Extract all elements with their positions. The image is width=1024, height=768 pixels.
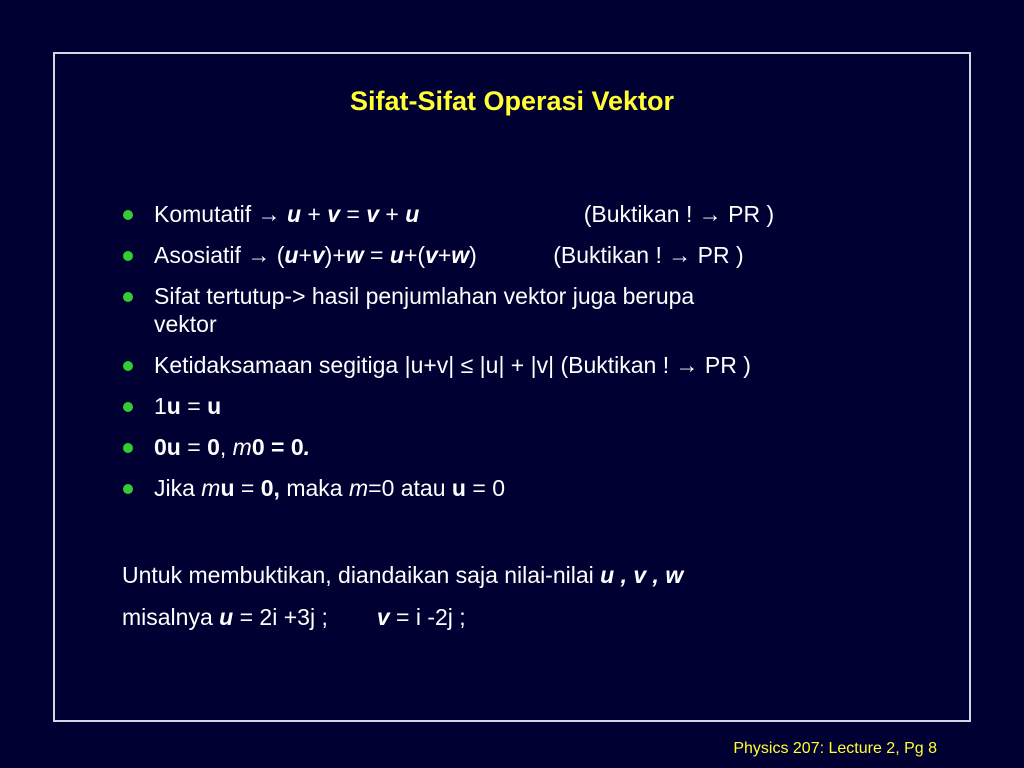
bullet-list	[120, 200, 920, 515]
text: Untuk membuktikan, diandaikan saja nilai-nilai	[122, 562, 601, 588]
op: =	[234, 475, 261, 501]
var: w	[345, 242, 364, 268]
op: =	[180, 434, 208, 460]
bullet-zero	[120, 433, 920, 461]
bullet-asosiatif	[120, 241, 920, 269]
text: Komutatif →	[154, 201, 287, 227]
var: u , v , w	[600, 562, 684, 588]
var: u	[166, 393, 181, 419]
var: 0,	[260, 475, 280, 501]
closing-line-1	[122, 561, 683, 589]
var: u	[389, 242, 404, 268]
op: )+	[324, 242, 346, 268]
closing-line-2	[122, 603, 466, 631]
text: Asosiatif → (	[154, 242, 285, 268]
var: 0u	[154, 434, 181, 460]
op: ,	[219, 434, 233, 460]
var: m	[201, 475, 221, 501]
op: =	[340, 201, 367, 227]
var: u	[219, 604, 234, 630]
var: v	[366, 201, 380, 227]
bullet-jika	[120, 474, 920, 502]
var: u	[207, 393, 222, 419]
bullet-dot-icon	[123, 251, 133, 261]
op: +	[301, 201, 328, 227]
text: vektor	[154, 311, 217, 337]
text: = 0	[465, 475, 505, 501]
text: 1	[154, 393, 167, 419]
text: misalnya	[122, 604, 220, 630]
var: v	[327, 201, 341, 227]
var: v	[376, 604, 390, 630]
op: +	[437, 242, 452, 268]
var: m	[232, 434, 252, 460]
op: +	[379, 201, 406, 227]
slide-title: Sifat-Sifat Operasi Vektor	[349, 86, 675, 116]
op: +	[298, 242, 312, 268]
var: u	[451, 475, 466, 501]
op: )	[469, 242, 477, 268]
bullet-dot-icon	[123, 443, 133, 453]
bullet-dot-icon	[123, 402, 133, 412]
op: =	[363, 242, 390, 268]
bullet-sifat-tertutup	[120, 282, 920, 338]
bullet-komutatif	[120, 200, 920, 228]
note: (Buktikan ! → PR )	[583, 201, 775, 227]
var: 0 = 0	[251, 434, 304, 460]
var: w	[451, 242, 470, 268]
op: +(	[403, 242, 426, 268]
var: m	[348, 475, 369, 501]
bullet-dot-icon	[123, 210, 133, 220]
note: (Buktikan ! → PR )	[553, 242, 744, 268]
var: 0	[207, 434, 220, 460]
text: = i -2j ;	[389, 604, 466, 630]
bullet-dot-icon	[123, 361, 133, 371]
text: = 2i +3j ;	[233, 604, 328, 630]
text: Ketidaksamaan segitiga |u+v| ≤ |u| + |v| (Buktikan ! → PR )	[154, 352, 751, 378]
bullet-dot-icon	[123, 484, 133, 494]
var: u	[405, 201, 420, 227]
var: .	[303, 434, 310, 460]
var: v	[425, 242, 438, 268]
var: v	[311, 242, 325, 268]
bullet-dot-icon	[123, 292, 133, 302]
var: u	[286, 201, 301, 227]
text: maka	[279, 475, 349, 501]
text: =0 atau	[368, 475, 452, 501]
bullet-identity	[120, 392, 920, 420]
op: =	[180, 393, 208, 419]
text: Sifat tertutup-> hasil penjumlahan vektor juga berupa	[154, 283, 695, 309]
text: Jika	[154, 475, 202, 501]
var: u	[284, 242, 299, 268]
var: u	[220, 475, 235, 501]
bullet-ketidaksamaan	[120, 351, 920, 379]
slide-footer: Physics 207: Lecture 2, Pg 8	[733, 740, 937, 757]
